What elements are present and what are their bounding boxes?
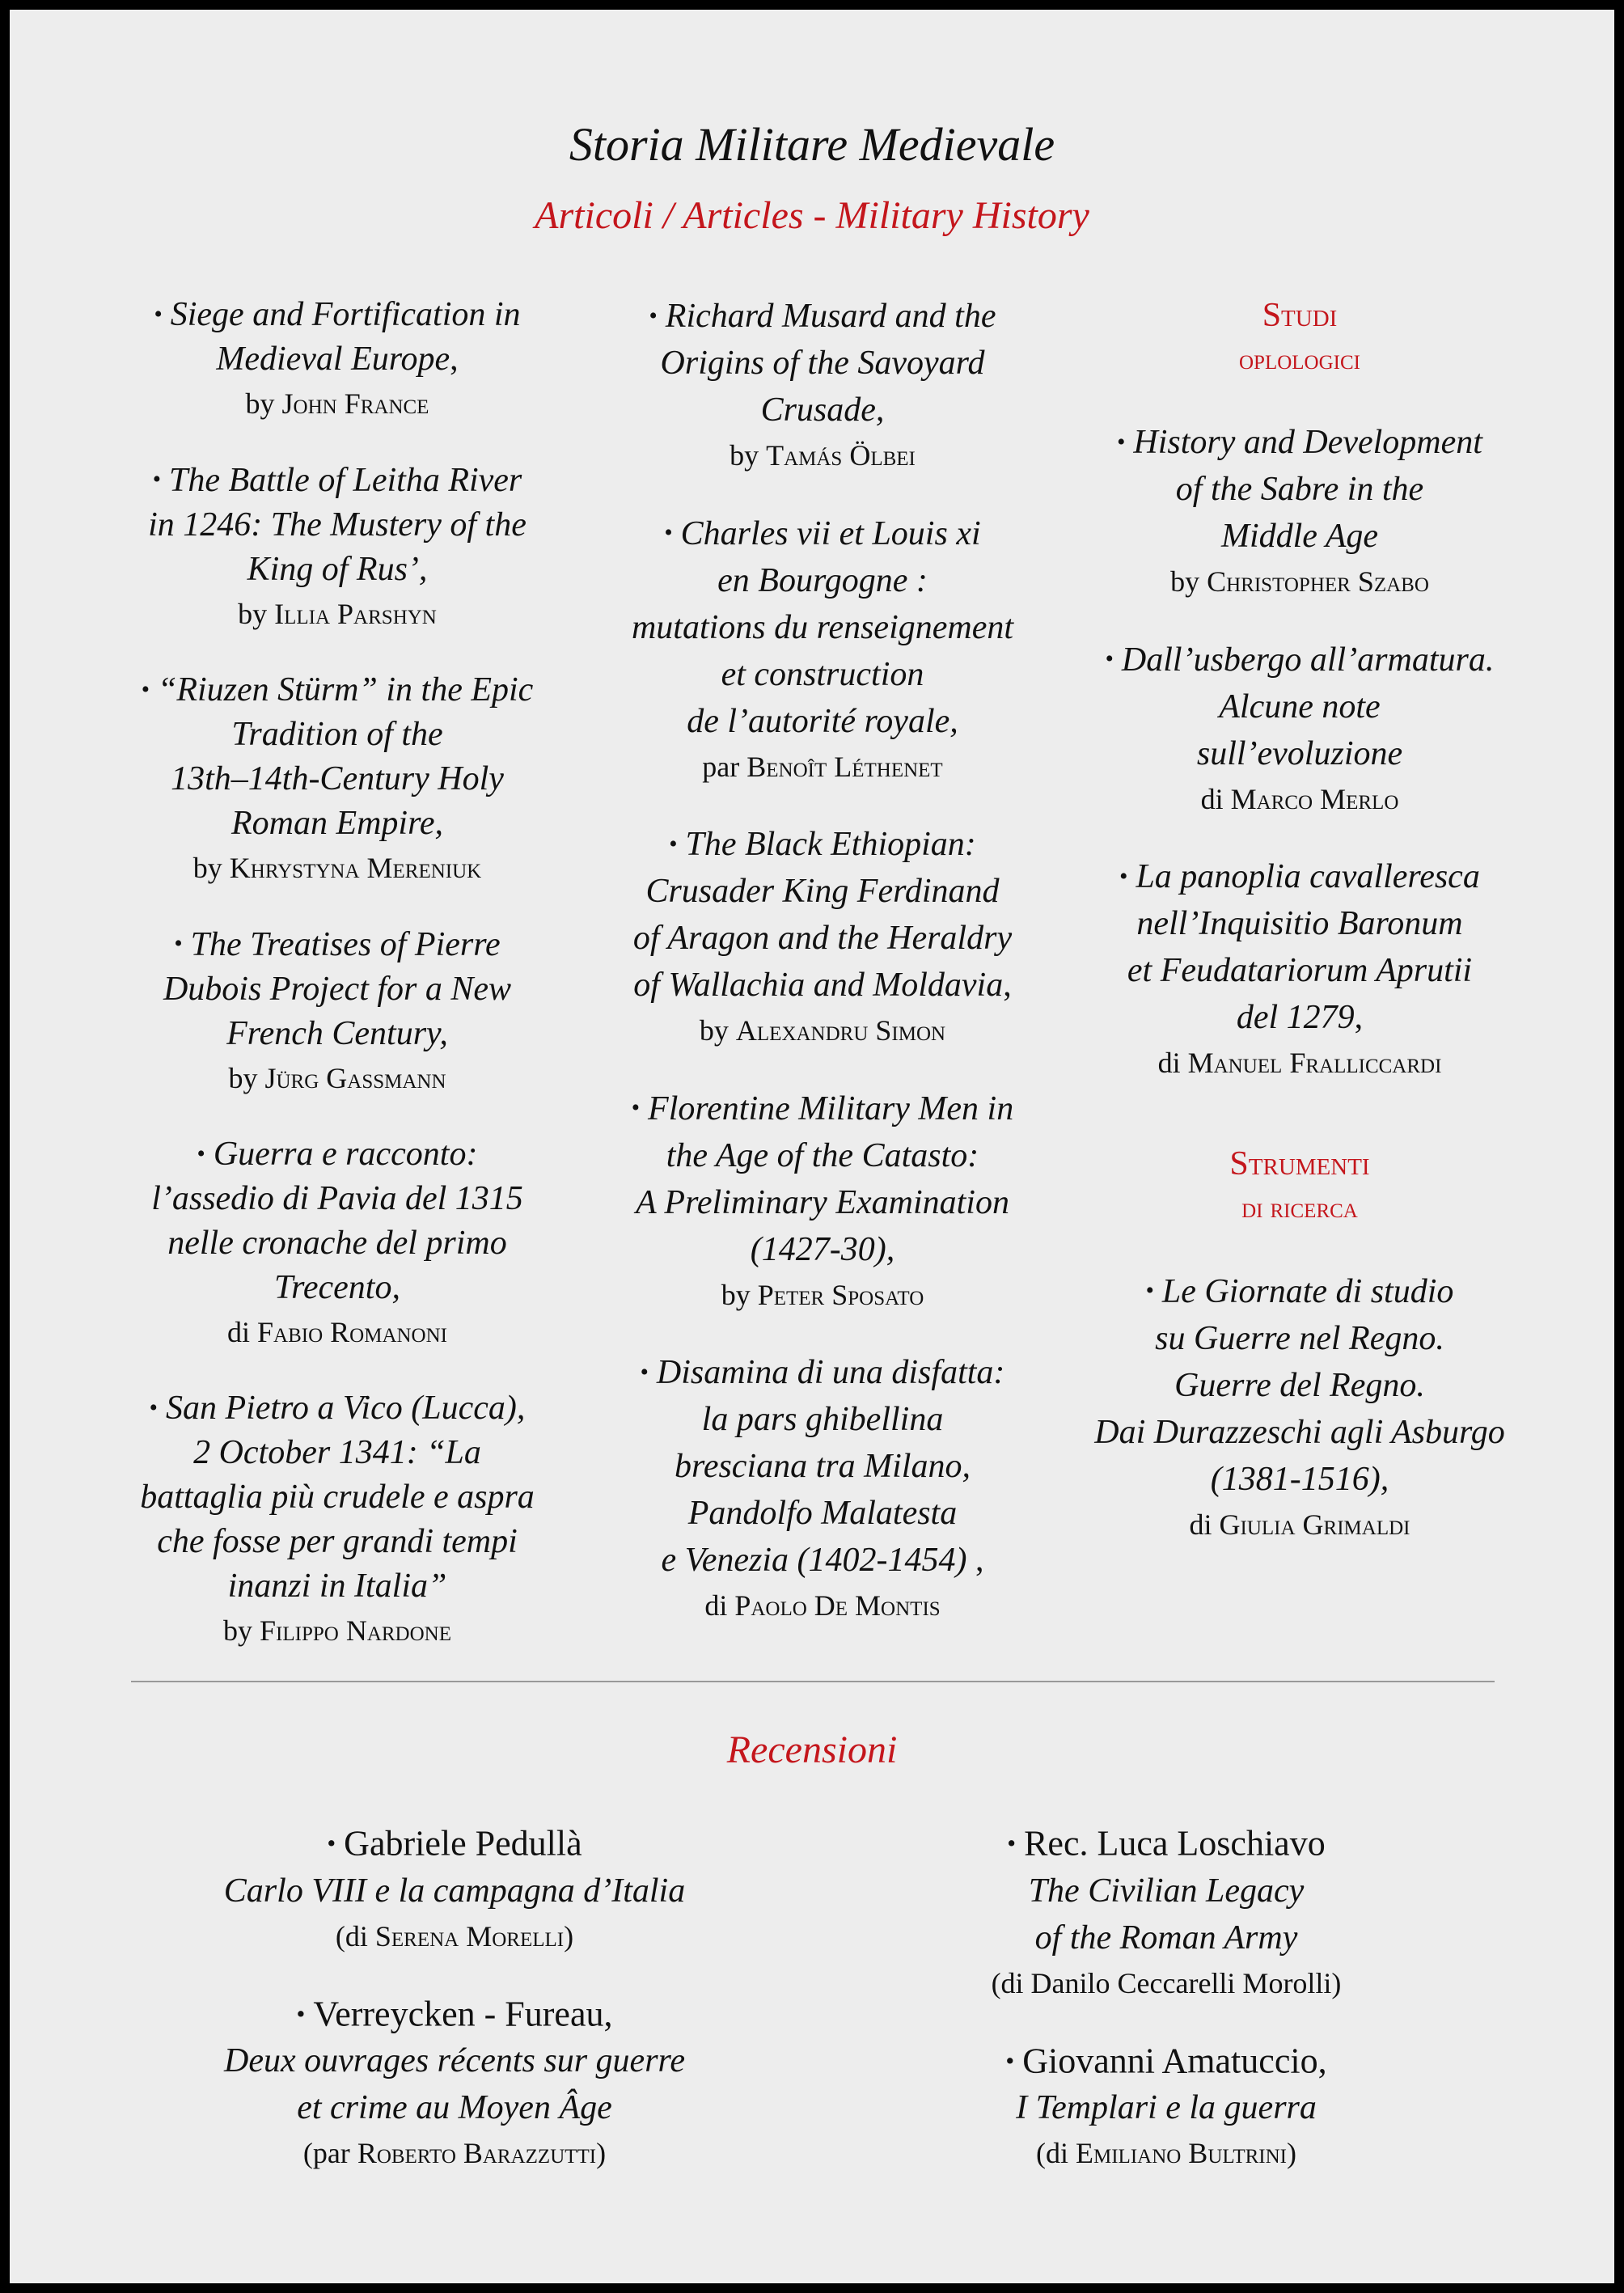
article-title: La panoplia cavalleresca nell’Inquisitio Baronum et Feudatariorum Aprutii del 1279 — [1127, 858, 1480, 1037]
articles-column-2 — [600, 293, 1045, 1660]
article-author: Manuel Fralliccardi — [1187, 1047, 1442, 1080]
article-author: Jürg Gassmann — [264, 1061, 446, 1094]
article-byline — [115, 1610, 560, 1651]
article-byline — [600, 1275, 1045, 1315]
reviewer-prefix: (par — [302, 2137, 350, 2170]
review-entry[interactable] — [875, 2037, 1457, 2176]
bullet-icon: • — [649, 303, 658, 329]
reviewer-suffix: ) — [564, 1919, 574, 1952]
article-title-punct: , — [1003, 967, 1012, 1005]
bullet-icon: • — [1105, 646, 1114, 673]
bullet-icon: • — [664, 520, 673, 547]
article-title: The Black Ethiopian: Crusader King Ferdinand of Aragon and the Heraldry of Wallachia and Moldavia — [632, 826, 1013, 1005]
byline-prefix: by — [721, 1278, 751, 1311]
article-title: Guerra e racconto: l’assedio di Pavia del 1315 nelle cronache del primo Trecento, — [151, 1136, 523, 1307]
article-author: Benoît Léthenet — [746, 750, 943, 783]
article-byline — [115, 848, 560, 888]
reviews-heading: Recensioni — [726, 1728, 898, 1771]
bullet-icon: • — [669, 831, 678, 857]
article-title: “Riuzen Stürm” in the Epic Tradition of the 13th–14th-Century Holy Roman Empire, — [157, 671, 534, 843]
article-entry[interactable] — [600, 1349, 1045, 1626]
section-heading-line: di ricerca — [1241, 1191, 1358, 1225]
bullet-icon: • — [174, 931, 183, 958]
reviewer-suffix: ) — [1287, 2137, 1296, 2170]
reviews-column-2 — [875, 1820, 1457, 2207]
byline-prefix: di — [227, 1316, 251, 1349]
reviewer-prefix: (di — [335, 1919, 368, 1952]
byline-prefix: by — [1170, 565, 1200, 599]
article-entry[interactable] — [1069, 419, 1530, 602]
reviews-column-1 — [171, 1820, 738, 2207]
review-book-title: The Civilian Legacy of the Roman Army — [1028, 1872, 1305, 1957]
page-title: Storia Militare Medievale — [569, 118, 1055, 171]
article-entry[interactable] — [1069, 636, 1530, 819]
article-entry[interactable] — [115, 293, 560, 424]
byline-prefix: by — [223, 1614, 253, 1648]
section-heading-line: Strumenti — [1229, 1145, 1370, 1183]
section-divider — [131, 1681, 1495, 1682]
article-byline — [600, 1010, 1045, 1051]
article-byline — [115, 1058, 560, 1098]
reviewer-name: Roberto Barazzutti — [357, 2137, 597, 2170]
article-title-punct: , — [966, 1542, 984, 1580]
article-entry[interactable] — [600, 1085, 1045, 1314]
article-author: Fabio Romanoni — [257, 1316, 447, 1349]
review-reviewer: (di Danilo Ceccarelli Morolli) — [991, 1966, 1342, 1999]
section-heading-strumenti-di-ricerca — [1069, 1141, 1530, 1229]
bullet-icon: • — [149, 1395, 158, 1422]
byline-prefix: by — [730, 439, 759, 472]
article-author: Peter Sposato — [757, 1278, 924, 1311]
article-author: Paolo De Montis — [734, 1589, 941, 1622]
article-title: Le Giornate di studio su Guerre nel Regno. Guerre del Regno. Dai Durazzeschi agli Asburgo (1381-1516), — [1094, 1272, 1505, 1498]
article-title: History and Development of the Sabre in the Middle Age — [1133, 424, 1482, 556]
article-byline — [600, 747, 1045, 787]
bullet-icon: • — [1117, 429, 1126, 455]
article-author: Khrystyna Mereniuk — [229, 852, 482, 885]
article-byline — [600, 1585, 1045, 1626]
article-author: Tamás Ölbei — [766, 439, 916, 472]
article-byline — [1069, 1504, 1530, 1545]
review-entry[interactable] — [875, 1820, 1457, 2005]
bullet-icon: • — [141, 676, 150, 703]
review-entry[interactable] — [171, 1820, 738, 1958]
review-author: Verreycken - Fureau, — [313, 1994, 613, 2034]
page-subtitle: Articoli / Articles - Military History — [535, 194, 1089, 237]
article-author: Christopher Szabo — [1207, 565, 1429, 599]
review-reviewer — [171, 1914, 738, 1958]
reviewer-suffix: ) — [596, 2137, 607, 2170]
bullet-icon: • — [1145, 1278, 1154, 1305]
bullet-icon: • — [327, 1830, 336, 1857]
article-author: John France — [281, 387, 429, 421]
byline-prefix: by — [245, 387, 275, 421]
article-byline — [115, 594, 560, 634]
byline-prefix: by — [228, 1061, 258, 1094]
review-entry[interactable] — [171, 1991, 738, 2176]
review-author: Rec. Luca Loschiavo — [1024, 1823, 1326, 1864]
review-book-title: I Templari e la guerra — [1016, 2089, 1317, 2127]
article-title: The Treatises of Pierre Dubois Project for a New French Century, — [163, 925, 512, 1052]
bullet-icon: • — [1005, 2046, 1015, 2075]
articles-column-3 — [1069, 293, 1530, 1579]
section-heading-line: oplologici — [1239, 343, 1360, 375]
byline-prefix: par — [702, 750, 740, 783]
article-entry[interactable] — [115, 922, 560, 1098]
bullet-icon: • — [197, 1140, 205, 1167]
byline-prefix: by — [238, 597, 268, 630]
article-entry[interactable] — [600, 821, 1045, 1051]
article-entry[interactable] — [1069, 1267, 1530, 1544]
bullet-icon: • — [152, 467, 162, 493]
article-title-punct: , — [450, 341, 459, 379]
article-author: Giulia Grimaldi — [1219, 1508, 1410, 1541]
article-title: Richard Musard and the Origins of the Savoyard Crusade, — [660, 298, 996, 429]
article-title: Dall’usbergo all’armatura. Alcune note sull’evoluzione — [1121, 641, 1495, 772]
article-byline — [1069, 561, 1530, 602]
article-author: Alexandru Simon — [735, 1014, 946, 1047]
reviewer-prefix: (di — [1036, 2137, 1068, 2170]
review-reviewer — [171, 2131, 738, 2175]
review-book-title: Deux ouvrages récents sur guerre et crime au Moyen Âge — [224, 2042, 685, 2127]
articles-column-1 — [115, 293, 560, 1685]
section-heading-studi-oplologici — [1069, 293, 1530, 380]
article-entry[interactable] — [115, 1132, 560, 1352]
article-byline — [115, 383, 560, 424]
article-entry[interactable] — [115, 458, 560, 633]
bullet-icon: • — [631, 1095, 641, 1122]
byline-prefix: di — [1157, 1047, 1181, 1080]
article-title: Disamina di una disfatta: la pars ghibellina bresciana tra Milano, Pandolfo Malatesta e Venezia (1402-1454) — [656, 1354, 1005, 1580]
section-heading-line: Studi — [1262, 297, 1338, 334]
bullet-icon: • — [296, 1999, 306, 2028]
article-byline — [1069, 1043, 1530, 1083]
article-title: Charles vii et Louis xi en Bourgogne : mutations du renseignement et construction de l’autorité royale, — [631, 514, 1014, 740]
article-entry[interactable] — [600, 293, 1045, 476]
article-title: Florentine Military Men in the Age of the Catasto: A Preliminary Examination (1427-30), — [636, 1089, 1014, 1268]
article-entry[interactable] — [600, 510, 1045, 786]
article-title: The Battle of Leitha River in 1246: The Mustery of the King of Rus’, — [148, 461, 527, 588]
article-entry[interactable] — [115, 668, 560, 888]
bullet-icon: • — [640, 1359, 649, 1386]
article-byline — [115, 1312, 560, 1352]
article-byline — [1069, 779, 1530, 819]
page — [10, 10, 1614, 2283]
article-author: Illia Parshyn — [274, 597, 437, 630]
byline-prefix: by — [699, 1014, 729, 1047]
article-entry[interactable] — [1069, 853, 1530, 1083]
article-title: San Pietro a Vico (Lucca), 2 October 1341: “La battaglia più crudele e aspra che fosse per grandi tempi inanzi in Italia” — [140, 1390, 535, 1606]
reviewer-name: Serena Morelli — [374, 1919, 565, 1952]
article-author: Filippo Nardone — [260, 1614, 451, 1648]
review-author: Gabriele Pedullà — [344, 1823, 582, 1864]
byline-prefix: di — [704, 1589, 728, 1622]
article-title: Siege and Fortification in Medieval Europe — [170, 296, 521, 379]
bullet-icon: • — [1119, 863, 1128, 890]
byline-prefix: di — [1200, 782, 1224, 815]
article-title-punct: , — [1354, 999, 1364, 1037]
bullet-icon: • — [154, 302, 163, 328]
byline-prefix: by — [192, 852, 222, 885]
article-entry[interactable] — [115, 1386, 560, 1651]
review-book-title: Carlo VIII e la campagna d’Italia — [223, 1872, 686, 1910]
bullet-icon: • — [1007, 1830, 1017, 1857]
reviewer-name: Emiliano Bultrini — [1076, 2137, 1287, 2170]
article-author: Marco Merlo — [1230, 782, 1399, 815]
review-author: Giovanni Amatuccio, — [1022, 2041, 1327, 2081]
article-byline — [600, 435, 1045, 476]
byline-prefix: di — [1189, 1508, 1212, 1541]
review-reviewer — [875, 2131, 1457, 2175]
